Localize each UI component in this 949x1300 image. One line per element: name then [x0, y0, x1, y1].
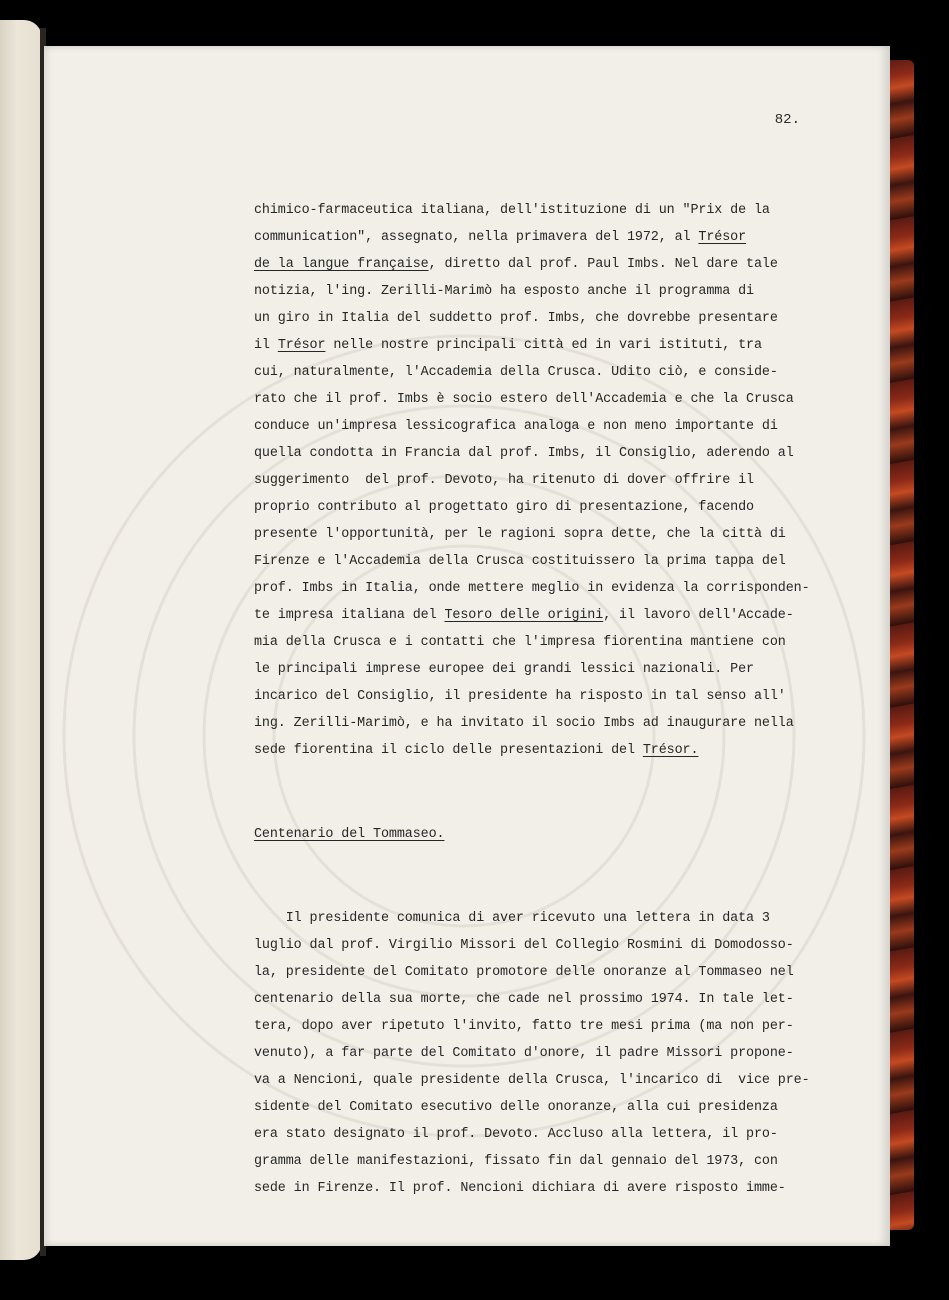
text-run: notizia, l'ing. Zerilli-Marimò ha esposto anche il programma di [254, 284, 754, 299]
text-run: proprio contributo al progettato giro di presentazione, facendo [254, 500, 754, 515]
text-run: mia della Crusca e i contatti che l'impresa fiorentina mantiene con [254, 635, 786, 650]
text-run: quella condotta in Francia dal prof. Imbs, il Consiglio, aderendo al [254, 446, 794, 461]
underlined-title: Trésor [698, 230, 747, 245]
text-line [254, 959, 814, 986]
text-run: la, presidente del Comitato promotore delle onoranze al Tommaseo nel [254, 965, 794, 980]
text-run: gramma delle manifestazioni, fissato fin dal gennaio del 1973, con [254, 1154, 778, 1169]
document-page [44, 46, 890, 1246]
text-run: un giro in Italia del suddetto prof. Imbs, che dovrebbe presentare [254, 311, 778, 326]
text-run: il [254, 338, 278, 353]
text-line [254, 332, 814, 359]
text-run: chimico-farmaceutica italiana, dell'istituzione di un "Prix de la [254, 203, 770, 218]
underlined-title: de la langue française [254, 257, 429, 272]
text-line [254, 575, 814, 602]
text-line [254, 986, 814, 1013]
text-run: sede in Firenze. Il prof. Nencioni dichiara di avere risposto imme- [254, 1181, 786, 1196]
text-line [254, 1067, 814, 1094]
text-run: le principali imprese europee dei grandi lessici nazionali. Per [254, 662, 754, 677]
text-line [254, 629, 814, 656]
text-line [254, 305, 814, 332]
text-line [254, 932, 814, 959]
text-line [254, 1013, 814, 1040]
text-run: conduce un'impresa lessicografica analoga e non meno importante di [254, 419, 778, 434]
underlined-title: Tesoro delle origini [444, 608, 604, 623]
text-line [254, 386, 814, 413]
text-run: luglio dal prof. Virgilio Missori del Collegio Rosmini di Domodosso- [254, 938, 794, 953]
text-line [254, 224, 814, 251]
text-run: prof. Imbs in Italia, onde mettere meglio in evidenza la corrisponden- [254, 581, 810, 596]
underlined-title: Trésor [277, 338, 326, 353]
page-number: 82. [774, 112, 800, 128]
text-run: sede fiorentina il ciclo delle presentazioni del [254, 743, 643, 758]
text-line [254, 278, 814, 305]
text-run: suggerimento del prof. Devoto, ha ritenuto di dover offrire il [254, 473, 754, 488]
text-run: venuto), a far parte del Comitato d'onore, il padre Missori propone- [254, 1046, 794, 1061]
text-run: communication", assegnato, nella primavera del 1972, al [254, 230, 699, 245]
underlined-title: Trésor. [642, 743, 699, 758]
text-run: nelle nostre principali città ed in vari istituti, tra [325, 338, 762, 353]
text-line [254, 548, 814, 575]
text-run: era stato designato il prof. Devoto. Accluso alla lettera, il pro- [254, 1127, 778, 1142]
text-run: , il lavoro dell'Accade- [603, 608, 794, 623]
paragraph-block-1 [254, 197, 814, 764]
text-line [254, 197, 814, 224]
text-line [254, 1040, 814, 1067]
text-line [254, 1121, 814, 1148]
text-line [254, 413, 814, 440]
text-run: , diretto dal prof. Paul Imbs. Nel dare tale [428, 257, 778, 272]
paragraph-block-2 [254, 905, 814, 1202]
text-run: Il presidente comunica di aver ricevuto una lettera in data 3 [254, 911, 770, 926]
facing-page-edge [0, 20, 42, 1260]
text-run: ing. Zerilli-Marimò, e ha invitato il socio Imbs ad inaugurare nella [254, 716, 794, 731]
text-run: presente l'opportunità, per le ragioni sopra dette, che la città di [254, 527, 786, 542]
text-line [254, 440, 814, 467]
text-line [254, 467, 814, 494]
section-heading: Centenario del Tommaseo. [254, 827, 445, 842]
text-run: rato che il prof. Imbs è socio estero dell'Accademia e che la Crusca [254, 392, 794, 407]
text-line [254, 905, 814, 932]
text-line [254, 710, 814, 737]
text-run: sidente del Comitato esecutivo delle onoranze, alla cui presidenza [254, 1100, 778, 1115]
text-line [254, 683, 814, 710]
text-run: Firenze e l'Accademia della Crusca costituissero la prima tappa del [254, 554, 786, 569]
text-run: centenario della sua morte, che cade nel prossimo 1974. In tale let- [254, 992, 794, 1007]
text-line [254, 656, 814, 683]
text-line [254, 737, 814, 764]
text-run: tera, dopo aver ripetuto l'invito, fatto tre mesi prima (ma non per- [254, 1019, 794, 1034]
body-text [254, 143, 814, 1256]
text-run: va a Nencioni, quale presidente della Crusca, l'incarico di vice pre- [254, 1073, 810, 1088]
text-line [254, 1175, 814, 1202]
text-run: incarico del Consiglio, il presidente ha risposto in tal senso all' [254, 689, 786, 704]
text-run: te impresa italiana del [254, 608, 445, 623]
text-line [254, 521, 814, 548]
text-line [254, 602, 814, 629]
text-line [254, 1094, 814, 1121]
text-run: cui, naturalmente, l'Accademia della Crusca. Udito ciò, e conside- [254, 365, 778, 380]
text-line [254, 359, 814, 386]
text-line [254, 251, 814, 278]
text-line [254, 1148, 814, 1175]
text-line [254, 494, 814, 521]
